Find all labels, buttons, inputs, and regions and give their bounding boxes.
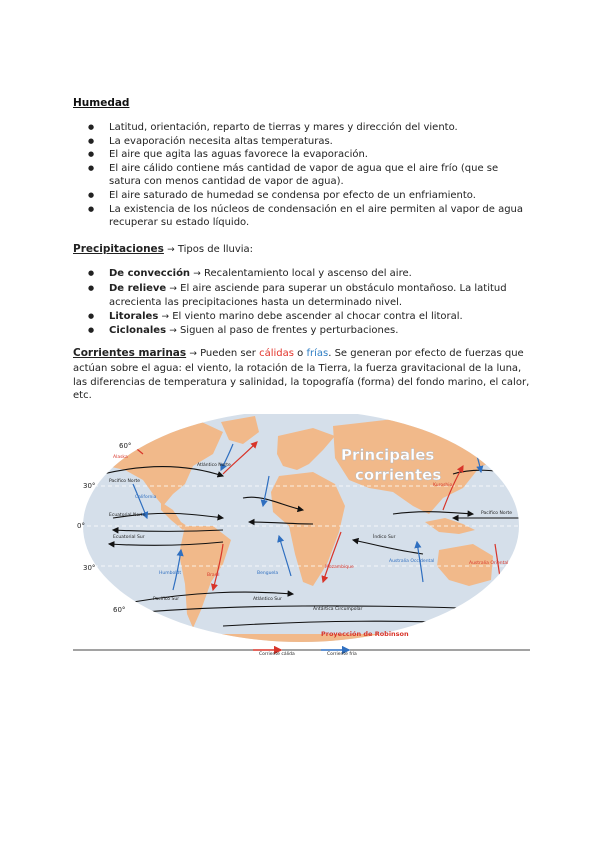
current-label: Índico Sur — [373, 535, 396, 540]
map-svg — [73, 414, 530, 656]
list-item: ● El aire cálido contiene más cantidad de vapor de agua que el aire frío (que se satura con menos cantidad de vapor de agua). — [88, 162, 528, 189]
current-label: Ecuatorial Sur — [113, 535, 145, 540]
current-label: Australia Occidental — [389, 559, 435, 564]
current-label: Pacífico Sur — [153, 597, 180, 602]
lat-label: 60° — [113, 606, 126, 614]
heading-humedad: Humedad — [73, 97, 130, 109]
legend-warm-label: Corriente cálida — [259, 652, 295, 656]
cold-word: frías — [306, 348, 329, 359]
arrow-icon: → — [169, 283, 177, 294]
arrow-icon: → — [189, 349, 197, 359]
desc: El viento marino debe ascender al chocar contra el litoral. — [172, 310, 463, 322]
current-label: Mozambique — [325, 565, 354, 570]
current-label: Antártica Circumpolar — [313, 607, 363, 612]
heading-corrientes: Corrientes marinas — [73, 347, 187, 359]
list-item — [88, 310, 528, 325]
precipitaciones-line — [73, 243, 253, 255]
lat-label: 30° — [83, 564, 96, 572]
term: De convección — [109, 268, 191, 279]
arrow-icon: → — [167, 245, 175, 255]
land-antarctica — [73, 634, 530, 656]
legend-cold-label: Corriente fría — [327, 652, 357, 656]
arrow-icon: → — [193, 269, 201, 279]
desc: Siguen al paso de frentes y perturbaciones. — [179, 325, 399, 337]
list-item: ● Latitud, orientación, reparto de tierras y mares y dirección del viento. — [88, 121, 528, 135]
current-label: Kuroshio — [433, 483, 453, 488]
current-label: Pacífico Norte — [109, 479, 140, 484]
current-label: Alaska — [113, 455, 128, 460]
current-label: Australia Oriental — [469, 561, 509, 566]
corrientes-paragraph — [73, 347, 533, 403]
current-label: Pacífico Norte — [481, 511, 512, 516]
precipitaciones-subtitle: Tipos de lluvia: — [177, 244, 254, 255]
list-item: ● La evaporación necesita altas temperaturas. — [88, 135, 528, 149]
arrow-icon: → — [169, 326, 177, 337]
map-title-line1: Principales — [341, 446, 435, 464]
current-label: Brasil — [207, 573, 220, 578]
term: De relieve — [109, 282, 167, 294]
warm-word: cálidas — [259, 348, 294, 359]
desc: Recalentamiento local y ascenso del aire. — [203, 268, 412, 279]
lat-label: 60° — [119, 442, 132, 450]
current-label: Atlántico Norte — [197, 463, 231, 468]
current-label: Ecuatorial Norte — [109, 513, 146, 518]
projection-label: Proyección de Robinson — [321, 630, 409, 638]
list-item — [88, 267, 528, 282]
list-item: ● El aire saturado de humedad se condensa por efecto de un enfriamiento. — [88, 189, 528, 203]
term: Litorales — [109, 310, 159, 322]
current-label: Atlántico Sur — [253, 597, 282, 602]
humedad-list — [88, 121, 528, 230]
corrientes-text: . Se generan por efecto de fuerzas que actúan sobre el agua: el viento, la rotación de la Tierra, la fuerza gravitacional de la luna, las diferencias de temperatura y salinidad, la topografía (forma) del fondo marino, el calor, etc. — [73, 348, 530, 402]
map-title-line2: corrientes — [355, 466, 442, 484]
lat-label: 0° — [77, 522, 85, 530]
lat-label: 30° — [83, 482, 96, 490]
current-label: Benguela — [257, 571, 279, 576]
desc: El aire asciende para superar un obstáculo montañoso. La latitud acrecienta las precipitaciones hasta un determinado nivel. — [109, 282, 507, 309]
currents-map — [73, 414, 530, 656]
heading-precipitaciones: Precipitaciones — [73, 243, 164, 255]
arrow-icon: → — [161, 311, 170, 322]
precipitaciones-list — [88, 267, 528, 339]
list-item — [88, 324, 528, 339]
list-item — [88, 282, 528, 310]
list-item: ● El aire que agita las aguas favorece la evaporación. — [88, 148, 528, 162]
current-label: California — [135, 495, 157, 500]
list-item: ● La existencia de los núcleos de condensación en el aire permiten al vapor de agua recuperar su estado líquido. — [88, 203, 528, 230]
or-word: o — [297, 348, 304, 359]
corrientes-intro: Pueden ser — [200, 348, 256, 359]
term: Ciclonales — [109, 325, 167, 337]
current-label: Humboldt — [159, 571, 182, 576]
